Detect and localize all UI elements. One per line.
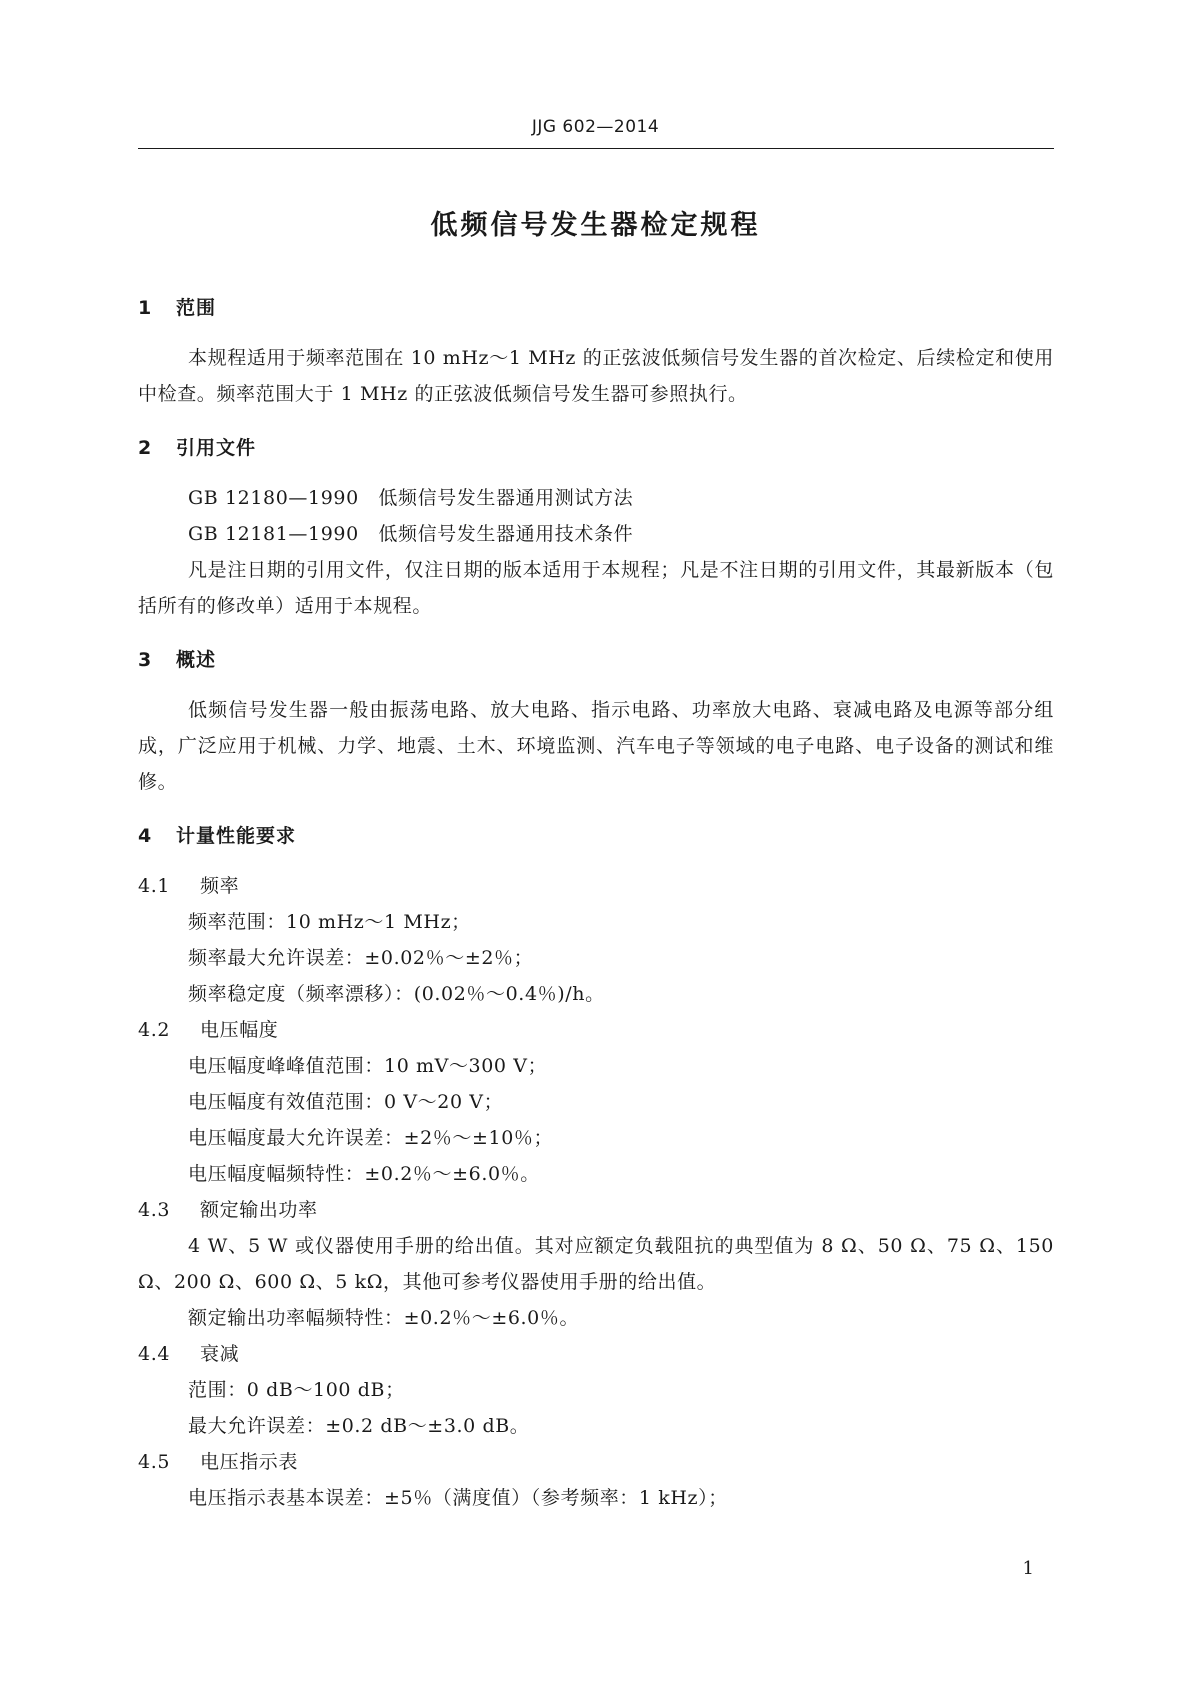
- document-body: [138, 290, 1054, 1516]
- subsection-heading-4-5: [138, 1444, 1054, 1480]
- subsection-heading-4-1: [138, 868, 1054, 904]
- paragraph: 低频信号发生器一般由振荡电路、放大电路、指示电路、功率放大电路、衰减电路及电源等部分组成，广泛应用于机械、力学、地震、土木、环境监测、汽车电子等领域的电子电路、电子设备的测试和维修。: [138, 699, 1054, 793]
- reference-item: GB 12181—1990 低频信号发生器通用技术条件: [188, 523, 634, 545]
- spec-line: 电压幅度最大允许误差：±2％～±10％；: [188, 1127, 554, 1149]
- section-heading-2: [138, 430, 1054, 466]
- section-number: 3: [138, 649, 153, 671]
- section-heading-4: [138, 818, 1054, 854]
- spec-line: 额定输出功率幅频特性：±0.2％～±6.0％。: [188, 1307, 580, 1329]
- reference-item: GB 12180—1990 低频信号发生器通用测试方法: [188, 487, 634, 509]
- subsection-number: 4.5: [138, 1451, 171, 1473]
- section-title: 计量性能要求: [176, 825, 297, 847]
- document-title: 低频信号发生器检定规程: [430, 210, 761, 241]
- subsection-title: 电压指示表: [200, 1451, 299, 1473]
- section-number: 2: [138, 437, 153, 459]
- section-title: 概述: [176, 649, 217, 671]
- section-heading-1: [138, 290, 1054, 326]
- paragraph: 4 W、5 W 或仪器使用手册的给出值。其对应额定负载阻抗的典型值为 8 Ω、50 Ω、75 Ω、150 Ω、200 Ω、600 Ω、5 kΩ，其他可参考仪器使用手册的给出值。: [138, 1235, 1054, 1293]
- section-number: 4: [138, 825, 153, 847]
- header-rule: [138, 148, 1054, 149]
- subsection-number: 4.3: [138, 1199, 171, 1221]
- spec-line: 频率稳定度（频率漂移）：(0.02％～0.4％)/h。: [188, 983, 605, 1005]
- page-header-code: JJG 602—2014: [531, 117, 660, 137]
- spec-line: 频率最大允许误差：±0.02％～±2％；: [188, 947, 534, 969]
- subsection-title: 电压幅度: [200, 1019, 279, 1041]
- subsection-title: 额定输出功率: [200, 1199, 318, 1221]
- page-number: 1: [1022, 1558, 1034, 1579]
- section-title: 引用文件: [176, 437, 257, 459]
- spec-line: 电压幅度有效值范围：0 V～20 V；: [188, 1091, 504, 1113]
- subsection-heading-4-4: [138, 1336, 1054, 1372]
- spec-line: 最大允许误差：±0.2 dB～±3.0 dB。: [188, 1415, 530, 1437]
- spec-line: 电压幅度幅频特性：±0.2％～±6.0％。: [188, 1163, 540, 1185]
- spec-line: 电压幅度峰峰值范围：10 mV～300 V；: [188, 1055, 548, 1077]
- subsection-number: 4.1: [138, 875, 171, 897]
- subsection-heading-4-3: [138, 1192, 1054, 1228]
- spec-line: 范围：0 dB～100 dB；: [188, 1379, 405, 1401]
- paragraph: 本规程适用于频率范围在 10 mHz～1 MHz 的正弦波低频信号发生器的首次检定、后续检定和使用中检查。频率范围大于 1 MHz 的正弦波低频信号发生器可参照执行。: [138, 347, 1054, 405]
- subsection-title: 衰减: [200, 1343, 240, 1365]
- section-number: 1: [138, 297, 153, 319]
- subsection-number: 4.2: [138, 1019, 171, 1041]
- subsection-heading-4-2: [138, 1012, 1054, 1048]
- subsection-title: 频率: [200, 875, 240, 897]
- section-heading-3: [138, 642, 1054, 678]
- paragraph: 凡是注日期的引用文件，仅注日期的版本适用于本规程；凡是不注日期的引用文件，其最新版本（包括所有的修改单）适用于本规程。: [138, 559, 1054, 617]
- subsection-number: 4.4: [138, 1343, 171, 1365]
- spec-line: 电压指示表基本误差：±5％（满度值）（参考频率：1 kHz）；: [188, 1487, 728, 1509]
- spec-line: 频率范围：10 mHz～1 MHz；: [188, 911, 471, 933]
- section-title: 范围: [176, 297, 217, 319]
